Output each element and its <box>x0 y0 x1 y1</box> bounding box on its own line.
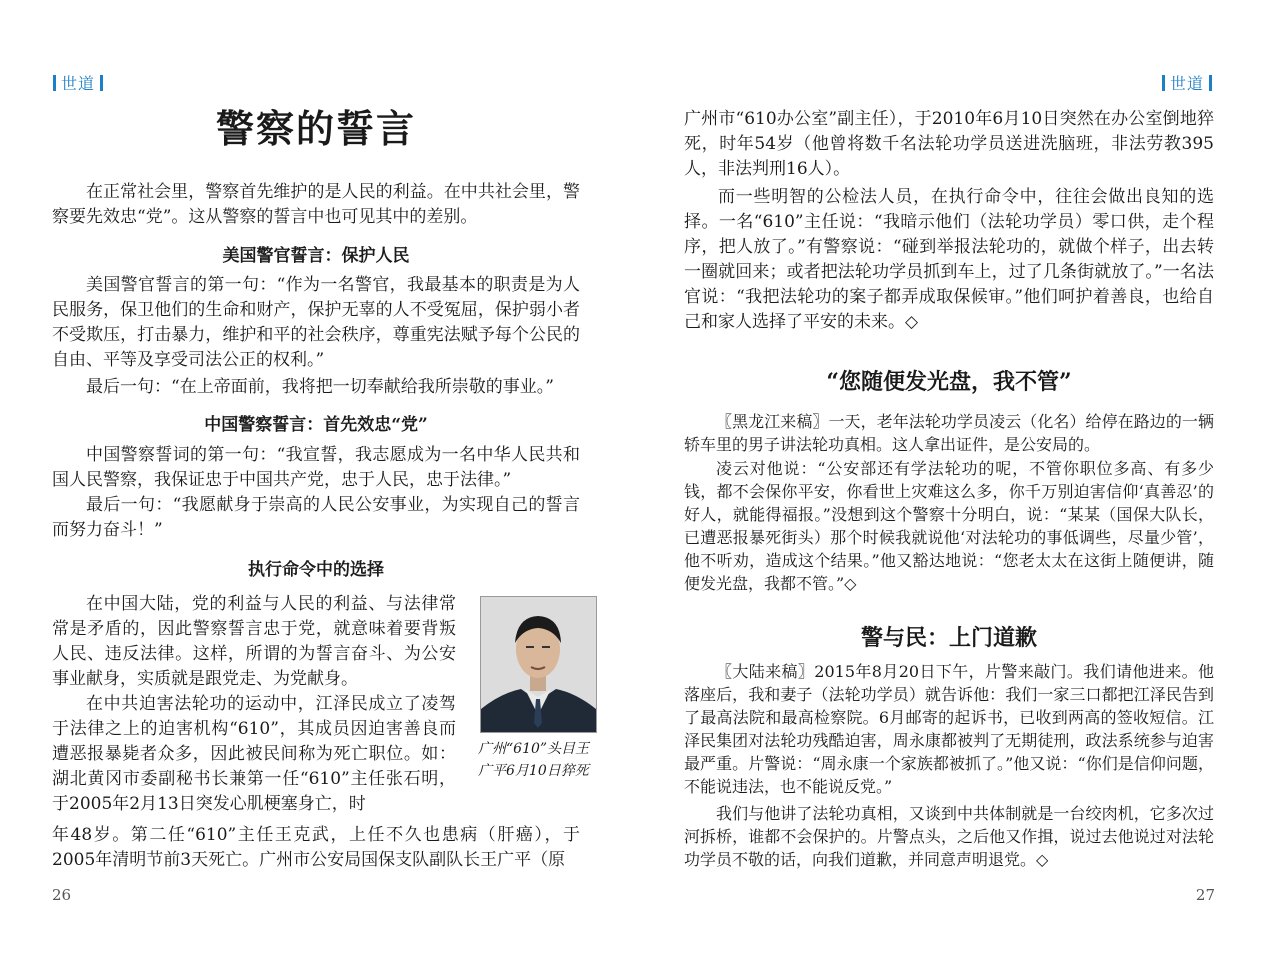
portrait-photo <box>480 596 597 733</box>
us-oath-heading: 美国警官誓言：保护人民 <box>222 246 410 266</box>
us-oath-paragraph-1: 美国警官誓言的第一句：“作为一名警官，我最基本的职责是为人民服务，保卫他们的生命和财产，保护无辜的人不受冤屈，保护弱小者不受欺压，打击暴力，维护和平的社会秩序，尊重宪法赋予每个公民的自由、平等及享受司法公正的权利。” <box>52 275 580 370</box>
cn-oath-heading: 中国警察誓言：首先效忠“党” <box>204 415 428 435</box>
section-tag: 世道 <box>1157 74 1217 94</box>
article-title: 警察的誓言 <box>215 106 416 151</box>
left-page <box>0 0 632 978</box>
page-number: 26 <box>52 886 72 904</box>
right-page <box>633 0 1265 978</box>
story2-paragraph-1: 〖大陆来稿〗2015年8月20日下午，片警来敲门。我们请他进来。他落座后，我和妻子（法轮功学员）就告诉他：我们一家三口都把江泽民告到了最高法院和最高检察院。6月邮寄的起诉书，已收到两高的签收短信。江泽民集团对法轮功残酷迫害，周永康都被判了无期徒刑，政法系统参与迫害最严重。片警说：“周永康一个家族都被抓了。”他又说：“你们是信仰问题，不能说违法，也不能说反党。” <box>684 662 1214 796</box>
choice-heading: 执行命令中的选择 <box>248 560 384 580</box>
photo-caption: 广州“610”头目王广平6月10日猝死 <box>478 741 590 779</box>
story2-paragraph-2: 我们与他讲了法轮功真相，又谈到中共体制就是一台绞肉机，它多次过河拆桥，谁都不会保护的。片警点头，之后他又作揖，说过去他说过对法轮功学员不敬的话，向我们道歉，并同意声明退党。◇ <box>684 804 1214 869</box>
continued-paragraph-1: 广州市“610办公室”副主任），于2010年6月10日突然在办公室倒地猝死，时年54岁（他曾将数千名法轮功学员送进洗脑班，非法劳教395人，非法判刑16人）。 <box>684 109 1214 179</box>
intro-paragraph: 在正常社会里，警察首先维护的是人民的利益。在中共社会里，警察要先效忠“党”。这从警察的誓言中也可见其中的差别。 <box>52 182 580 227</box>
choice-paragraph-2b: 年48岁。第二任“610”主任王克武，上任不久也患病（肝癌），于2005年清明节前3天死亡。广州市公安局国保支队副队长王广平（原 <box>52 825 580 870</box>
choice-paragraph-1: 在中国大陆，党的利益与人民的利益、与法律常常是矛盾的，因此警察誓言忠于党，就意味着要背叛人民、违反法律。这样，所谓的为誓言奋斗、为公安事业献身，实质就是跟党走、为党献身。 <box>52 594 456 689</box>
us-oath-paragraph-2: 最后一句：“在上帝面前，我将把一切奉献给我所崇敬的事业。” <box>86 377 554 397</box>
story1-paragraph-1: 〖黑龙江来稿〗一天，老年法轮功学员凌云（化名）给停在路边的一辆轿车里的男子讲法轮功真相。这人拿出证件，是公安局的。 <box>684 412 1214 454</box>
story1-paragraph-2: 凌云对他说：“公安部还有学法轮功的呢，不管你职位多高、有多少钱，都不会保你平安，你看世上灾难这么多，你千万别迫害信仰‘真善忍’的好人，就能得福报。”没想到这个警察十分明白，说：“某某（国保大队长，已遭恶报暴死街头）那个时候我就说他‘对法轮功的事低调些，尽量少管’，他不听劝，造成这个结果。”他又豁达地说：“您老太太在这街上随便讲，随便发光盘，我都不管。”◇ <box>684 459 1214 593</box>
cn-oath-paragraph-2: 最后一句：“我愿献身于崇高的人民公安事业，为实现自己的誓言而努力奋斗！” <box>52 495 580 540</box>
story1-title: “您随便发光盘，我不管” <box>826 369 1072 395</box>
cn-oath-paragraph-1: 中国警察誓词的第一句：“我宣誓，我志愿成为一名中华人民共和国人民警察，我保证忠于中国共产党，忠于人民，忠于法律。” <box>52 445 580 490</box>
section-tag: 世道 <box>48 74 108 94</box>
continued-paragraph-2: 而一些明智的公检法人员，在执行命令中，往往会做出良知的选择。一名“610”主任说：“我暗示他们（法轮功学员）零口供，走个程序，把人放了。”有警察说：“碰到举报法轮功的，就做个样子，出去转一圈就回来；或者把法轮功学员抓到车上，过了几条街就放了。”一名法官说：“我把法轮功的案子都弄成取保候审。”他们呵护着善良，也给自己和家人选择了平安的未来。◇ <box>684 187 1214 332</box>
page-number: 27 <box>1195 886 1215 904</box>
story2-title: 警与民：上门道歉 <box>860 625 1037 651</box>
choice-paragraph-2a: 在中共迫害法轮功的运动中，江泽民成立了凌驾于法律之上的迫害机构“610”，其成员因迫害善良而遭恶报暴毙者众多，因此被民间称为死亡职位。如：湖北黄冈市委副秘书长兼第一任“610”主任张石明，于2005年2月13日突发心肌梗塞身亡，时 <box>52 694 456 814</box>
officer-portrait-icon <box>481 597 596 732</box>
